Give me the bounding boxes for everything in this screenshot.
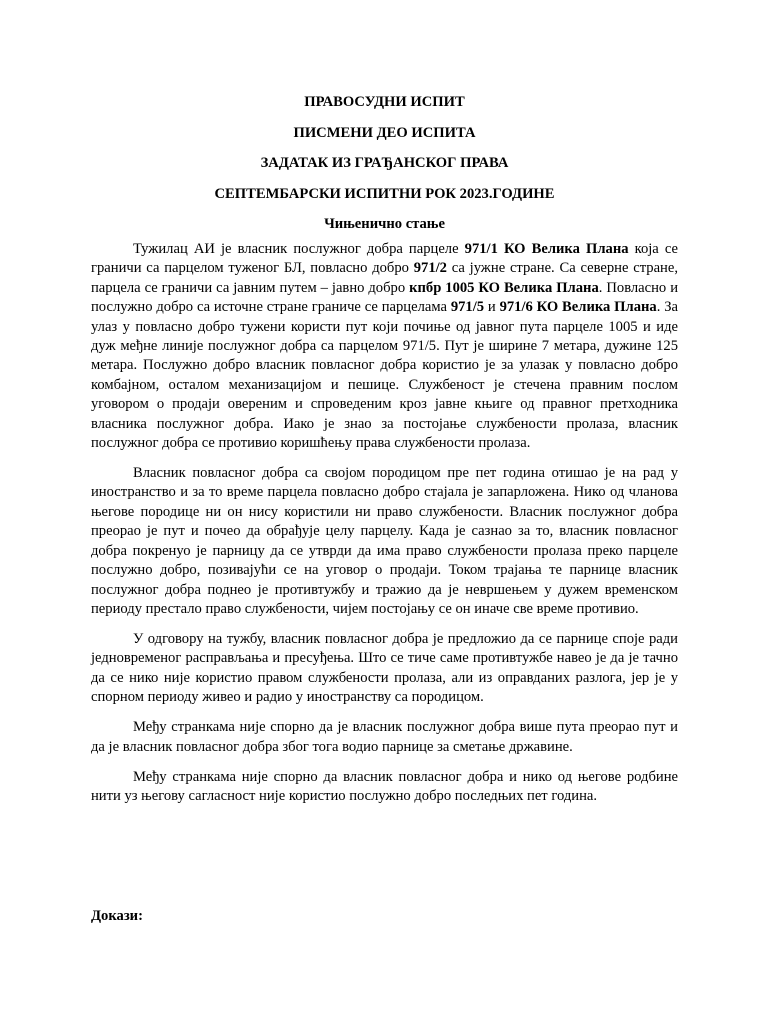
bold-text-run: 971/6 КО Велика Плана xyxy=(499,299,657,316)
text-run: Међу странкама није спорно да је власник послужног добра више пута преорао пут и да је власник повласног добра због тога водио парнице за сметање државине. xyxy=(91,719,678,755)
text-run: са јужне стране. Са северне стране, парцела се граничи са јавним путем – јавно добро xyxy=(91,260,678,296)
paragraph xyxy=(91,718,678,757)
paragraph xyxy=(91,240,678,453)
text-run: . Повласно и послужно добро са источне стране граниче се парцелама xyxy=(91,279,679,316)
paragraph xyxy=(91,464,678,619)
task-title: ЗАДАТАК ИЗ ГРАЂАНСКОГ ПРАВА xyxy=(260,155,509,171)
section-subtitle: Чињенично стање xyxy=(324,216,445,232)
paragraph xyxy=(91,630,678,708)
evidence-heading: Докази: xyxy=(91,908,143,924)
bold-text-run: кпбр 1005 КО Велика Плана xyxy=(409,279,599,296)
text-run: У одговору на тужбу, власник повласног добра је предложио да се парнице споје ради једновременог расправљања и пресуђења. Што се тиче саме противтужбе навео је да је тачно да се нико није користио правом службености пролаза, али из оправданих разлога, јер је у спорном периоду живео и радио у иностранству са породицом. xyxy=(91,630,678,706)
text-run: Власник повласног добра са својом породицом пре пет година отишао је на рад у иностранство и за то време парцела повласно добро стајала је запарложена. Нико од чланова његове породице ни он нису користили ни право службености. Власник послужног добра преорао је пут и почео да обрађује целу парцелу. Када је сазнао за то, власник повласног добра покренуо је парницу да се утврди да има право службености пролаза преко парцеле послужно добро, позивајући се на уговор о продаји. Током трајања те парнице власник послужног добра поднео је противтужбу и тражио да је невршењем у дужем временском периоду престало право службености, чијем постојању се он иначе све време противио. xyxy=(91,465,678,617)
text-run: Тужилац АИ је власник послужног добра парцеле xyxy=(133,241,465,257)
text-run: и xyxy=(484,299,500,316)
text-run: . За улаз у повласно добро тужени користи пут који почиње од јавног пута парцеле 1005 и иде дуж међне линије послужног добра са парцелом 971/5. Пут је ширине 7 метара, дужине 125 метара. Послужно добро власник повласног добра користио је за улазак у повласно добро комбајном, осталом механизацијом и пешице. Службеност је стечена правним послом уговором о продаји овереним и спроведеним кроз јавне књиге од правног претходника власника послужног добра. Иако је знао за постојање службености пролаза, власник послужног добра се противио коришћењу права службености пролаза. xyxy=(91,299,679,452)
text-run: Међу странкама није спорно да власник повласног добра и нико од његове родбине нити уз његову сагласност није користио послужно добро последњих пет година. xyxy=(91,768,678,804)
bold-text-run: 971/1 КО Велика Плана xyxy=(464,241,629,257)
bold-text-run: 971/2 xyxy=(413,260,447,277)
exam-title: ПРАВОСУДНИ ИСПИТ xyxy=(304,94,465,110)
text-run: која се граничи са парцелом туженог БЛ, повласно добро xyxy=(91,241,679,277)
bold-text-run: 971/5 xyxy=(450,299,485,316)
exam-part-title: ПИСМЕНИ ДЕО ИСПИТА xyxy=(293,124,476,141)
document-page xyxy=(91,92,678,817)
exam-term-title: СЕПТЕМБАРСКИ ИСПИТНИ РОК 2023.ГОДИНЕ xyxy=(214,185,555,202)
body-text xyxy=(91,240,678,806)
paragraph xyxy=(91,768,678,807)
